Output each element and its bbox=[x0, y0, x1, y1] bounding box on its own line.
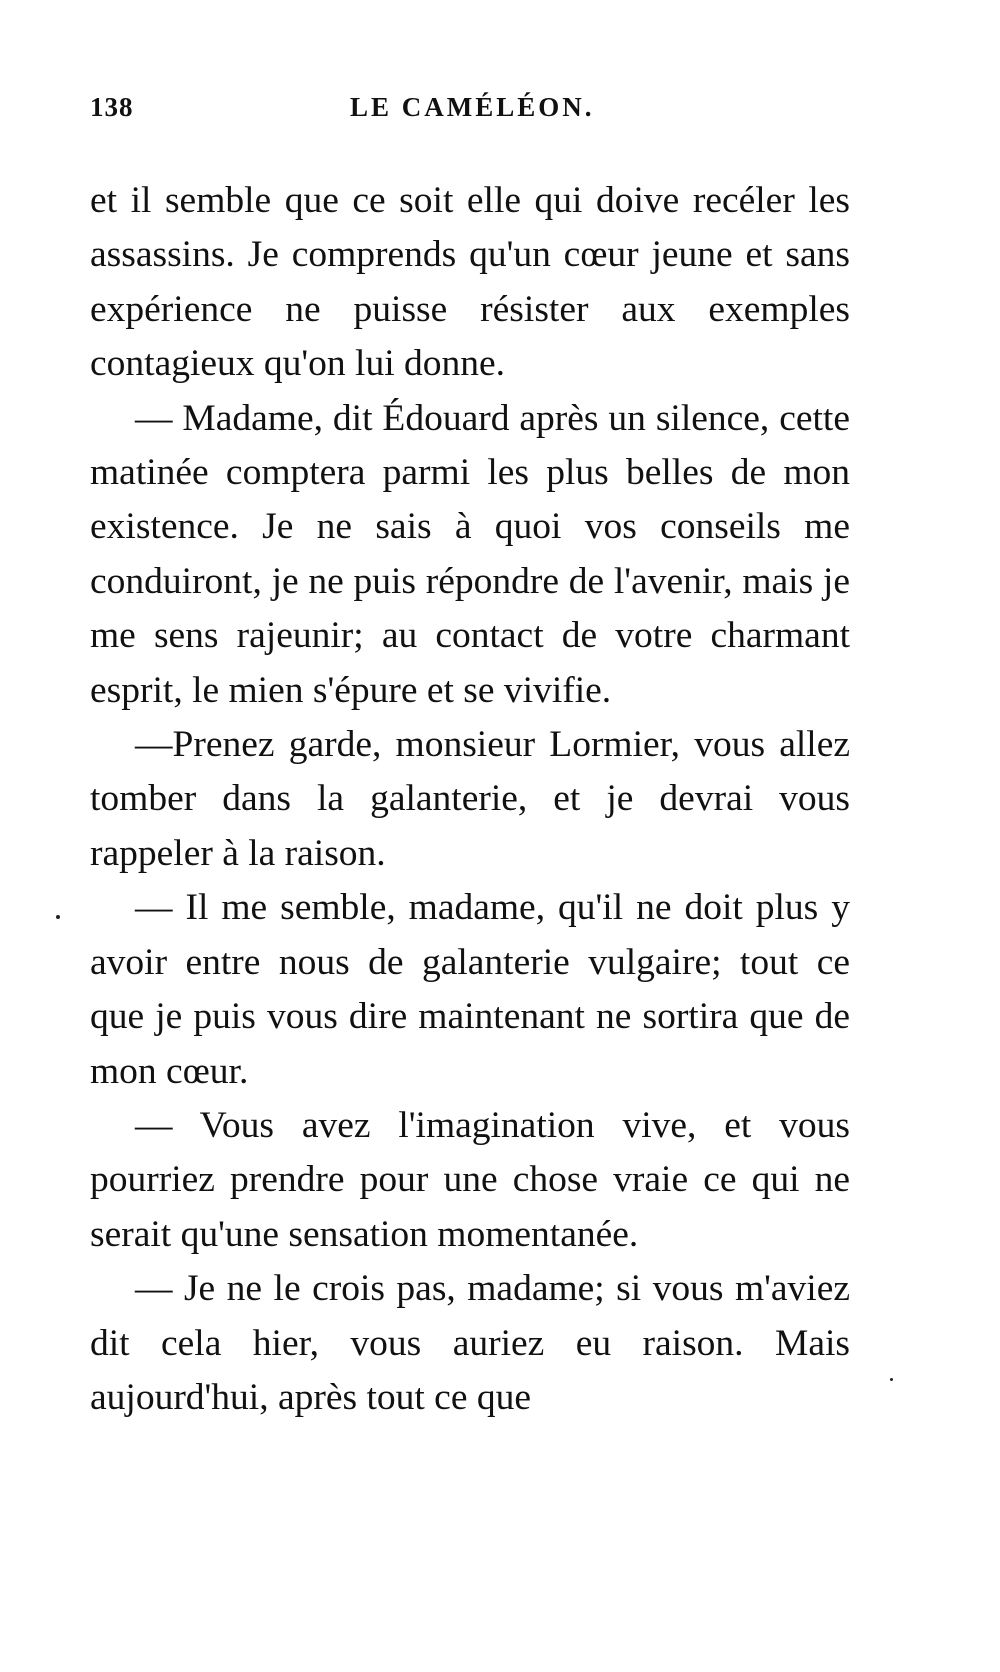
paragraph: — Vous avez l'imagination vive, et vous pourriez prendre pour une chose vraie ce qui ne serait qu'une sensation momentanée. bbox=[90, 1104, 850, 1255]
paragraph: — Je ne le crois pas, madame; si vous m'aviez dit cela hier, vous auriez eu raison. Mais aujourd'hui, après tout ce que bbox=[90, 1268, 850, 1418]
body-text bbox=[90, 174, 850, 1425]
page-number: 138 bbox=[90, 92, 134, 122]
print-speck bbox=[890, 1378, 893, 1381]
running-title: LE CAMÉLÉON. bbox=[350, 92, 595, 122]
print-speck bbox=[56, 915, 60, 919]
paragraph: et il semble que ce soit elle qui doive recéler les assassins. Je comprends qu'un cœur jeune et sans expérience ne puisse résister aux exemples contagieux qu'on lui donne. bbox=[90, 180, 850, 385]
book-page bbox=[90, 92, 850, 1425]
paragraph: — Madame, dit Édouard après un silence, cette matinée comptera parmi les plus belles de mon existence. Je ne sais à quoi vos conseils me conduiront, je ne puis répondre de l'avenir, mais je me sens rajeunir; au contact de votre charmant esprit, le mien s'épure et se vivifie. bbox=[90, 397, 850, 711]
paragraph: —Prenez garde, monsieur Lormier, vous allez tomber dans la galanterie, et je devrai vous rappeler à la raison. bbox=[90, 724, 850, 874]
paragraph: — Il me semble, madame, qu'il ne doit plus y avoir entre nous de galanterie vulgaire; tout ce que je puis vous dire maintenant ne sortira que de mon cœur. bbox=[90, 887, 850, 1092]
page-header bbox=[90, 92, 850, 132]
